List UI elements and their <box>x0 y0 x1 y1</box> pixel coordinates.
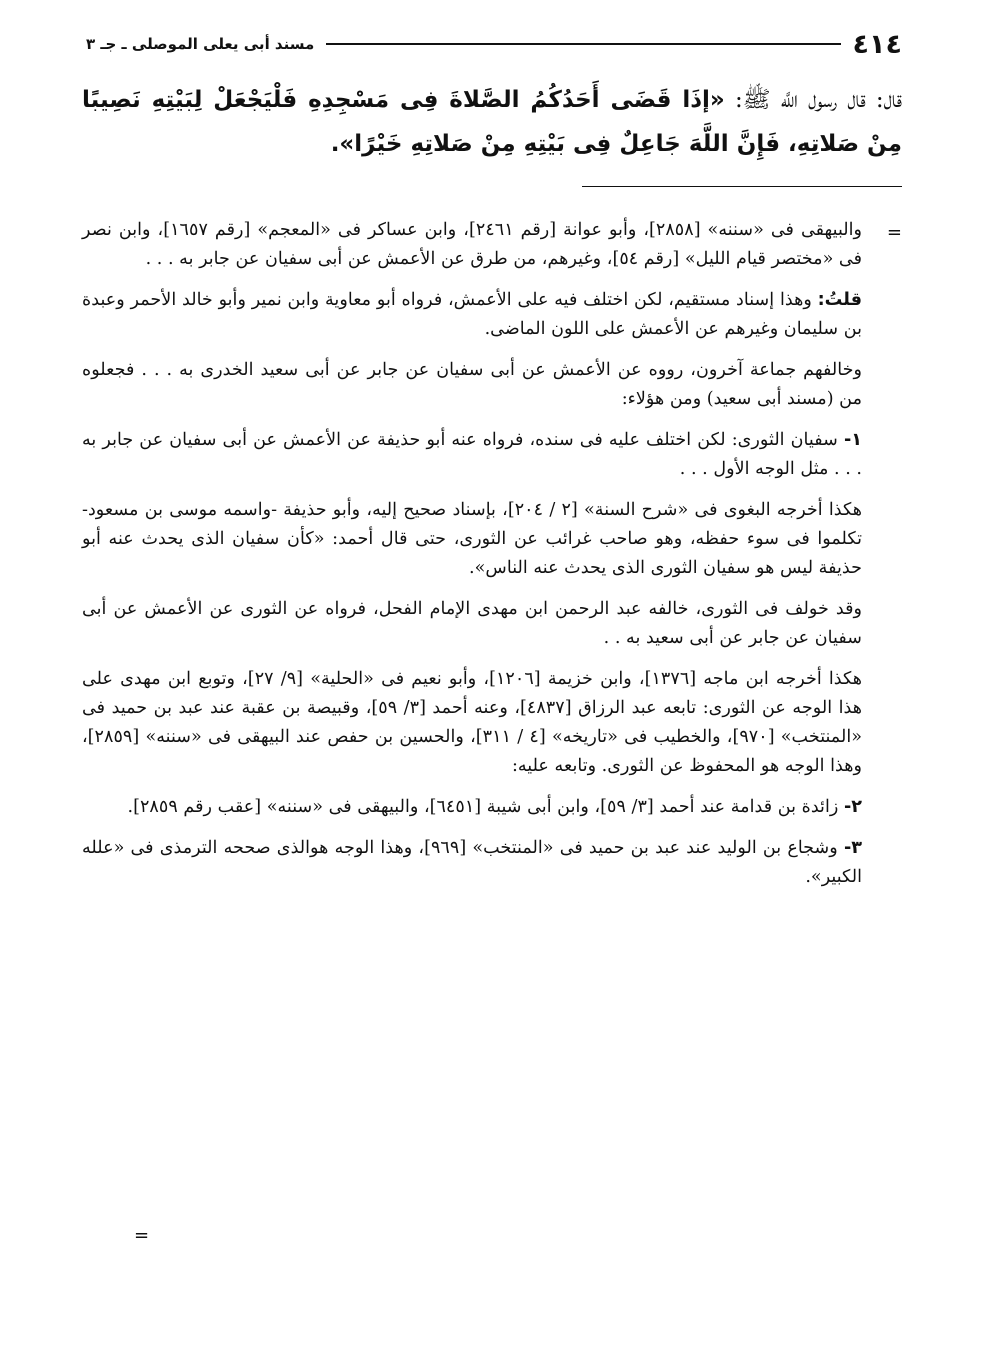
note-lead-qultu: قلتُ: <box>817 290 862 310</box>
hadith-quote: «إذَا قَضَى أَحَدُكُمُ الصَّلاةَ فِى مَسْجِدِهِ فَلْيَجْعَلْ لِبَيْتِهِ نَصِيبًا مِنْ صَلاتِهِ، فَإِنَّ اللَّهَ جَاعِلٌ فِى بَيْتِهِ مِنْ صَلاتِهِ خَيْرًا». <box>82 87 902 157</box>
note-number-3: ٣- <box>843 838 862 858</box>
note-paragraph-2 <box>82 286 862 344</box>
note-text-9: وشجاع بن الوليد عند عبد بن حميد فى «المنتخب» [٩٦٩]، وهذا الوجه هوالذى صححه الترمذى فى «علله الكبير». <box>82 838 862 887</box>
note-paragraph-4 <box>82 426 862 484</box>
note-paragraph-6: وقد خولف فى الثورى، خالفه عبد الرحمن ابن مهدى الإمام الفحل، فرواه عن الثورى عن الأعمش عن أبى سفيان عن جابر عن أبى سعيد به . . <box>82 599 862 648</box>
header-rule <box>326 43 840 45</box>
note-text-8: زائدة بن قدامة عند أحمد [٣/ ٥٩]، وابن أبى شيبة [٦٤٥١]، والبيهقى فى «سننه» [عقب رقم ٢٨٥٩]. <box>127 797 844 817</box>
hadith-text <box>82 78 902 166</box>
running-title: مسند أبى يعلى الموصلى ـ جـ ٣ <box>86 35 315 53</box>
hadith-intro: قال: قال رسول اللَّه ﷺ: <box>724 87 902 113</box>
note-text-2: وهذا إسناد مستقيم، لكن اختلف فيه على الأعمش، فرواه أبو معاوية وابن نمير وأبو خالد الأحمر وعبدة بن سليمان وغيرهم عن الأعمش على اللون الماضى. <box>82 290 862 339</box>
page-number: ٤١٤ <box>852 28 902 60</box>
note-number-1: ١- <box>843 430 862 450</box>
note-text-4: سفيان الثورى: لكن اختلف عليه فى سنده، فرواه عنه أبو حذيفة عن الأعمش عن أبى سفيان عن جابر به . . . مثل الوجه الأول . . . <box>82 430 862 479</box>
continuation-mark-start: = <box>886 222 902 243</box>
note-number-2: ٢- <box>843 797 862 817</box>
note-paragraph-3: وخالفهم جماعة آخرون، رووه عن الأعمش عن أبى سفيان عن جابر عن أبى سعيد الخدرى به . . . فجعلوه من (مسند أبى سعيد) ومن هؤلاء: <box>82 360 862 409</box>
note-paragraph-9 <box>82 834 862 892</box>
note-paragraph-7: هكذا أخرجه ابن ماجه [١٣٧٦]، وابن خزيمة [١٢٠٦]، وأبو نعيم فى «الحلية» [٩/ ٢٧]، وتوبع ابن مهدى على هذا الوجه عن الثورى: تابعه عبد الرزاق [٤٨٣٧]، وعنه أحمد [٣/ ٥٩]، وقبيصة بن عقبة عند عبد بن حميد فى «المنتخب» [٩٧٠]، والخطيب فى «تاريخه» [٤ / ٣١١]، والحسين بن حفص عند البيهقى فى «سننه» [٢٨٥٩]، وهذا الوجه هو المحفوظ عن الثورى. وتابعه عليه: <box>82 669 862 776</box>
footnotes <box>82 216 862 904</box>
note-paragraph-8 <box>82 793 862 822</box>
note-paragraph-1: والبيهقى فى «سننه» [٢٨٥٨]، وأبو عوانة [رقم ٢٤٦١]، وابن عساكر فى «المعجم» [رقم ١٦٥٧]، وابن نصر فى «مختصر قيام الليل» [رقم ٥٤]، وغيرهم، من طرق عن الأعمش عن أبى سفيان عن جابر به . . . <box>82 220 862 269</box>
footnote-divider <box>582 186 902 187</box>
note-paragraph-5: هكذا أخرجه البغوى فى «شرح السنة» [٢ / ٢٠٤]، بإسناد صحيح إليه، وأبو حذيفة -واسمه موسى بن مسعود- تكلموا فى سوء حفظه، وهو صاحب غرائب عن الثورى، حتى قال أحمد: «كأن سفيان الذى يحدث عنه أبو حذيفة ليس هو سفيان الثورى الذى يحدث عنه الناس». <box>82 500 862 578</box>
page-header <box>86 22 902 66</box>
continuation-mark-end: = <box>134 1225 150 1246</box>
